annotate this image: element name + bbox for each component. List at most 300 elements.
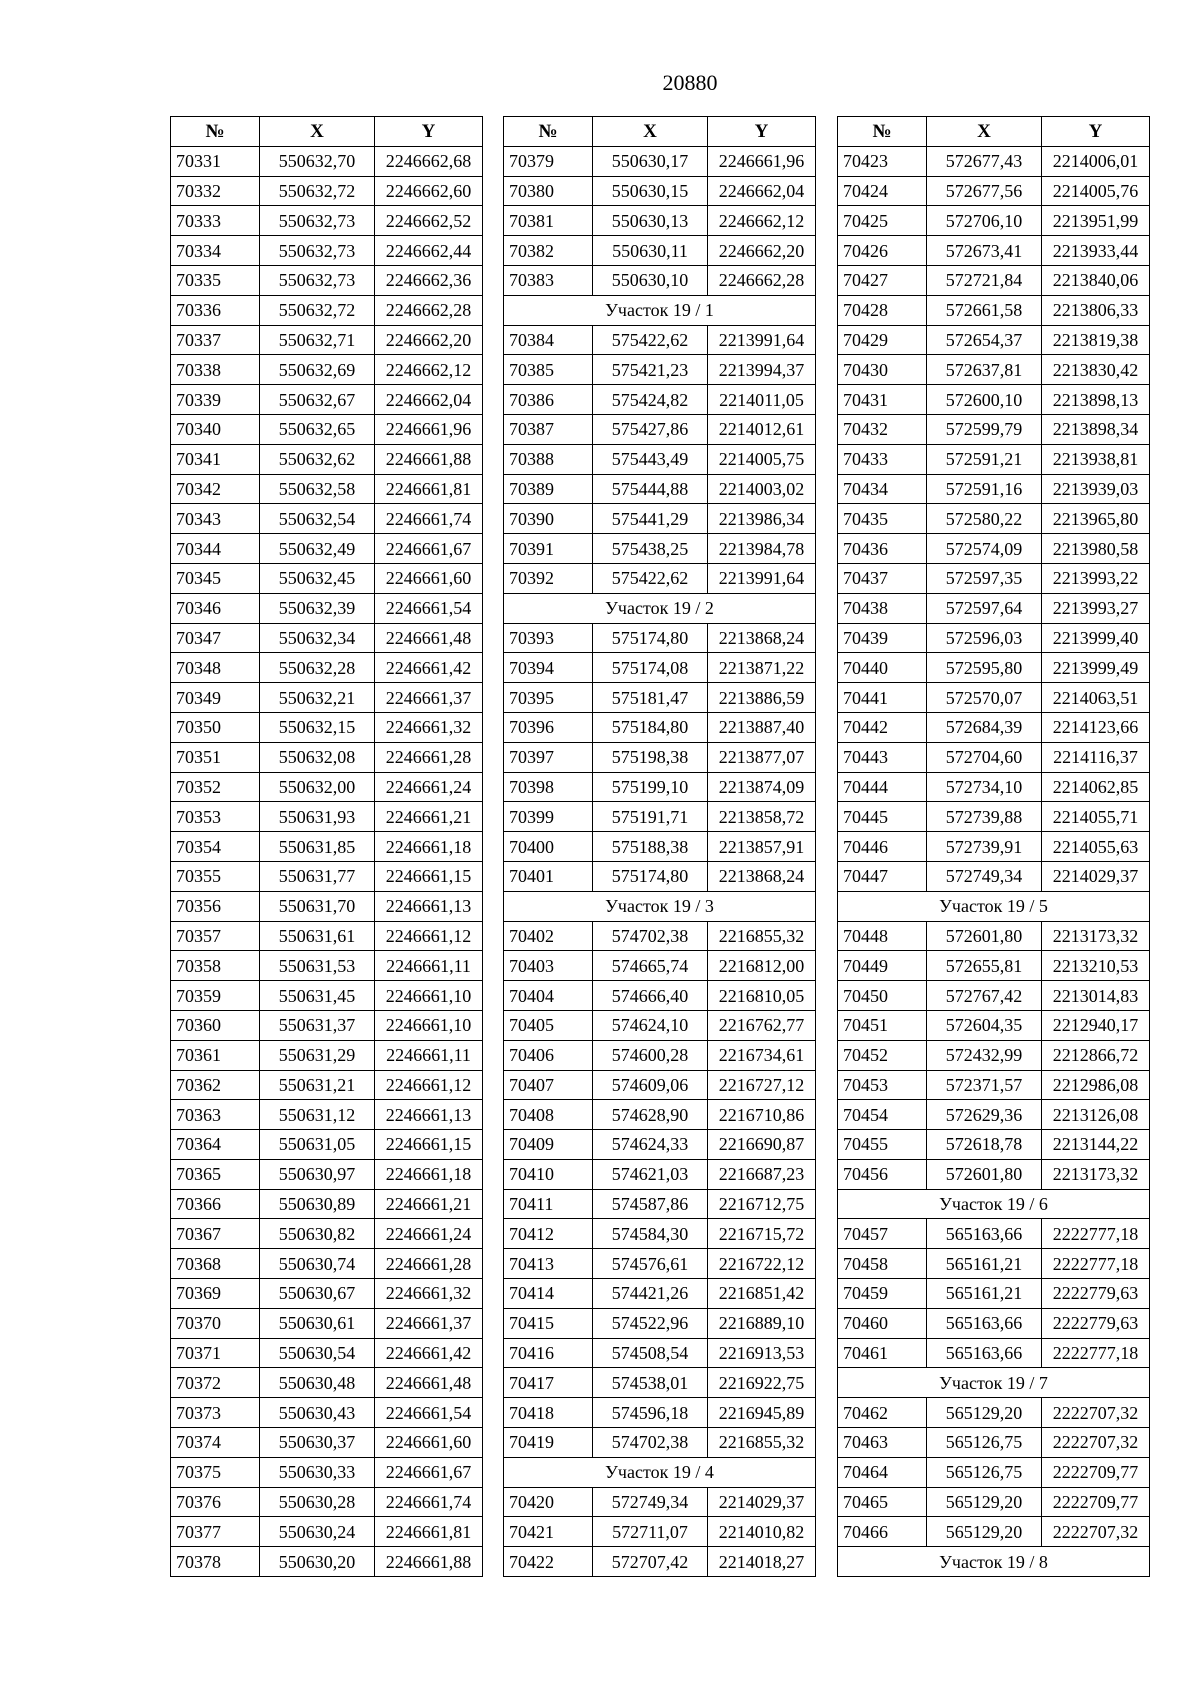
point-number-cell: 70340	[171, 414, 260, 444]
table-row	[171, 236, 483, 266]
y-coordinate-cell: 2214029,37	[708, 1487, 816, 1517]
point-number-cell: 70394	[504, 653, 593, 683]
y-coordinate-cell: 2214005,76	[1042, 176, 1150, 206]
point-number-cell: 70452	[838, 1040, 927, 1070]
y-coordinate-cell: 2246662,28	[708, 265, 816, 295]
x-coordinate-cell: 572618,78	[927, 1130, 1042, 1160]
y-coordinate-cell: 2246661,54	[375, 593, 483, 623]
x-coordinate-cell: 550630,13	[593, 206, 708, 236]
y-coordinate-cell: 2246661,37	[375, 683, 483, 713]
section-row	[504, 295, 816, 325]
table-row	[838, 712, 1150, 742]
point-number-cell: 70366	[171, 1189, 260, 1219]
point-number-cell: 70373	[171, 1398, 260, 1428]
table-row	[171, 1398, 483, 1428]
point-number-cell: 70355	[171, 861, 260, 891]
point-number-cell: 70425	[838, 206, 927, 236]
point-number-cell: 70413	[504, 1249, 593, 1279]
table-row	[504, 1428, 816, 1458]
point-number-cell: 70367	[171, 1219, 260, 1249]
y-coordinate-cell: 2216913,53	[708, 1338, 816, 1368]
point-number-cell: 70349	[171, 683, 260, 713]
x-coordinate-cell: 550632,00	[260, 772, 375, 802]
section-row	[504, 1457, 816, 1487]
x-coordinate-cell: 550631,85	[260, 832, 375, 862]
point-number-cell: 70440	[838, 653, 927, 683]
table-row	[171, 474, 483, 504]
table-row	[838, 295, 1150, 325]
x-coordinate-cell: 574596,18	[593, 1398, 708, 1428]
y-coordinate-cell: 2222779,63	[1042, 1279, 1150, 1309]
table-row	[504, 683, 816, 713]
point-number-cell: 70414	[504, 1279, 593, 1309]
point-number-cell: 70353	[171, 802, 260, 832]
y-coordinate-cell: 2246662,04	[708, 176, 816, 206]
table-row	[504, 981, 816, 1011]
x-coordinate-cell: 550630,37	[260, 1428, 375, 1458]
x-coordinate-cell: 565163,66	[927, 1338, 1042, 1368]
table-row	[838, 1100, 1150, 1130]
y-coordinate-cell: 2216710,86	[708, 1100, 816, 1130]
point-number-cell: 70466	[838, 1517, 927, 1547]
point-number-cell: 70462	[838, 1398, 927, 1428]
y-coordinate-cell: 2216762,77	[708, 1010, 816, 1040]
y-coordinate-cell: 2214011,05	[708, 385, 816, 415]
table-row	[838, 444, 1150, 474]
table-row	[838, 1010, 1150, 1040]
table-row	[504, 325, 816, 355]
y-coordinate-cell: 2213933,44	[1042, 236, 1150, 266]
x-coordinate-cell: 574621,03	[593, 1159, 708, 1189]
table-row	[171, 981, 483, 1011]
point-number-cell: 70342	[171, 474, 260, 504]
point-number-cell: 70343	[171, 504, 260, 534]
y-coordinate-cell: 2246662,28	[375, 295, 483, 325]
table-row	[838, 206, 1150, 236]
point-number-cell: 70337	[171, 325, 260, 355]
point-number-cell: 70448	[838, 921, 927, 951]
y-coordinate-cell: 2246661,48	[375, 1368, 483, 1398]
point-number-cell: 70426	[838, 236, 927, 266]
table-row	[504, 563, 816, 593]
table-row	[171, 1517, 483, 1547]
y-coordinate-cell: 2246661,12	[375, 921, 483, 951]
table-row	[838, 1159, 1150, 1189]
point-number-cell: 70331	[171, 146, 260, 176]
table-row	[838, 1249, 1150, 1279]
y-coordinate-cell: 2216734,61	[708, 1040, 816, 1070]
x-coordinate-cell: 565129,20	[927, 1398, 1042, 1428]
y-coordinate-cell: 2246662,12	[708, 206, 816, 236]
point-number-cell: 70450	[838, 981, 927, 1011]
point-number-cell: 70459	[838, 1279, 927, 1309]
section-row	[838, 1189, 1150, 1219]
y-coordinate-cell: 2222709,77	[1042, 1457, 1150, 1487]
point-number-cell: 70378	[171, 1547, 260, 1577]
section-row	[838, 1368, 1150, 1398]
y-coordinate-cell: 2246661,21	[375, 802, 483, 832]
point-number-cell: 70371	[171, 1338, 260, 1368]
point-number-cell: 70464	[838, 1457, 927, 1487]
point-number-cell: 70449	[838, 951, 927, 981]
x-coordinate-cell: 574628,90	[593, 1100, 708, 1130]
y-coordinate-cell: 2213868,24	[708, 623, 816, 653]
y-coordinate-cell: 2213898,13	[1042, 385, 1150, 415]
table-row	[171, 1338, 483, 1368]
table-row	[171, 712, 483, 742]
y-coordinate-cell: 2246661,42	[375, 1338, 483, 1368]
point-number-cell: 70453	[838, 1070, 927, 1100]
column-header-x: X	[593, 117, 708, 147]
y-coordinate-cell: 2216889,10	[708, 1308, 816, 1338]
y-coordinate-cell: 2216851,42	[708, 1279, 816, 1309]
table-row	[838, 1428, 1150, 1458]
y-coordinate-cell: 2213868,24	[708, 861, 816, 891]
y-coordinate-cell: 2213887,40	[708, 712, 816, 742]
y-coordinate-cell: 2213858,72	[708, 802, 816, 832]
y-coordinate-cell: 2246662,60	[375, 176, 483, 206]
point-number-cell: 70334	[171, 236, 260, 266]
point-number-cell: 70455	[838, 1130, 927, 1160]
table-row	[504, 1249, 816, 1279]
x-coordinate-cell: 575427,86	[593, 414, 708, 444]
y-coordinate-cell: 2246661,13	[375, 891, 483, 921]
point-number-cell: 70380	[504, 176, 593, 206]
x-coordinate-cell: 550631,61	[260, 921, 375, 951]
table-row	[171, 921, 483, 951]
table-row	[838, 1517, 1150, 1547]
y-coordinate-cell: 2213999,40	[1042, 623, 1150, 653]
table-row	[838, 683, 1150, 713]
point-number-cell: 70336	[171, 295, 260, 325]
y-coordinate-cell: 2213871,22	[708, 653, 816, 683]
table-row	[504, 1279, 816, 1309]
table-body	[171, 146, 483, 1576]
point-number-cell: 70344	[171, 534, 260, 564]
y-coordinate-cell: 2216690,87	[708, 1130, 816, 1160]
x-coordinate-cell: 565161,21	[927, 1279, 1042, 1309]
point-number-cell: 70410	[504, 1159, 593, 1189]
y-coordinate-cell: 2246661,67	[375, 1457, 483, 1487]
header-row	[838, 117, 1150, 147]
table-row	[838, 176, 1150, 206]
y-coordinate-cell: 2213806,33	[1042, 295, 1150, 325]
y-coordinate-cell: 2213840,06	[1042, 265, 1150, 295]
x-coordinate-cell: 550632,67	[260, 385, 375, 415]
point-number-cell: 70423	[838, 146, 927, 176]
point-number-cell: 70348	[171, 653, 260, 683]
table-row	[504, 265, 816, 295]
x-coordinate-cell: 550630,17	[593, 146, 708, 176]
y-coordinate-cell: 2246661,24	[375, 1219, 483, 1249]
y-coordinate-cell: 2214006,01	[1042, 146, 1150, 176]
x-coordinate-cell: 575441,29	[593, 504, 708, 534]
point-number-cell: 70365	[171, 1159, 260, 1189]
x-coordinate-cell: 575444,88	[593, 474, 708, 504]
table-row	[171, 1040, 483, 1070]
point-number-cell: 70460	[838, 1308, 927, 1338]
point-number-cell: 70434	[838, 474, 927, 504]
point-number-cell: 70399	[504, 802, 593, 832]
table-row	[504, 1070, 816, 1100]
y-coordinate-cell: 2246662,20	[708, 236, 816, 266]
y-coordinate-cell: 2246661,81	[375, 474, 483, 504]
x-coordinate-cell: 572574,09	[927, 534, 1042, 564]
x-coordinate-cell: 565129,20	[927, 1517, 1042, 1547]
y-coordinate-cell: 2213951,99	[1042, 206, 1150, 236]
point-number-cell: 70421	[504, 1517, 593, 1547]
coordinates-table-3	[837, 116, 1150, 1577]
table-row	[504, 1219, 816, 1249]
table-row	[504, 1547, 816, 1577]
y-coordinate-cell: 2246661,48	[375, 623, 483, 653]
point-number-cell: 70439	[838, 623, 927, 653]
y-coordinate-cell: 2212986,08	[1042, 1070, 1150, 1100]
table-row	[171, 325, 483, 355]
table-row	[504, 1398, 816, 1428]
x-coordinate-cell: 550631,77	[260, 861, 375, 891]
y-coordinate-cell: 2213994,37	[708, 355, 816, 385]
point-number-cell: 70463	[838, 1428, 927, 1458]
point-number-cell: 70374	[171, 1428, 260, 1458]
table-row	[171, 1457, 483, 1487]
x-coordinate-cell: 550632,73	[260, 265, 375, 295]
point-number-cell: 70345	[171, 563, 260, 593]
x-coordinate-cell: 572597,64	[927, 593, 1042, 623]
point-number-cell: 70370	[171, 1308, 260, 1338]
y-coordinate-cell: 2222777,18	[1042, 1249, 1150, 1279]
x-coordinate-cell: 550630,67	[260, 1279, 375, 1309]
table-row	[504, 1159, 816, 1189]
x-coordinate-cell: 550632,71	[260, 325, 375, 355]
point-number-cell: 70376	[171, 1487, 260, 1517]
y-coordinate-cell: 2246662,20	[375, 325, 483, 355]
point-number-cell: 70458	[838, 1249, 927, 1279]
x-coordinate-cell: 565129,20	[927, 1487, 1042, 1517]
point-number-cell: 70386	[504, 385, 593, 415]
y-coordinate-cell: 2214116,37	[1042, 742, 1150, 772]
point-number-cell: 70430	[838, 355, 927, 385]
table-row	[504, 1130, 816, 1160]
section-label: Участок 19 / 3	[504, 891, 816, 921]
x-coordinate-cell: 572600,10	[927, 385, 1042, 415]
x-coordinate-cell: 572591,21	[927, 444, 1042, 474]
y-coordinate-cell: 2214063,51	[1042, 683, 1150, 713]
x-coordinate-cell: 550630,54	[260, 1338, 375, 1368]
table-row	[838, 1279, 1150, 1309]
y-coordinate-cell: 2246661,42	[375, 653, 483, 683]
x-coordinate-cell: 572655,81	[927, 951, 1042, 981]
x-coordinate-cell: 550632,28	[260, 653, 375, 683]
point-number-cell: 70441	[838, 683, 927, 713]
point-number-cell: 70437	[838, 563, 927, 593]
point-number-cell: 70402	[504, 921, 593, 951]
y-coordinate-cell: 2214029,37	[1042, 861, 1150, 891]
x-coordinate-cell: 572673,41	[927, 236, 1042, 266]
table-row	[171, 206, 483, 236]
table-row	[504, 1338, 816, 1368]
table-row	[504, 712, 816, 742]
point-number-cell: 70350	[171, 712, 260, 742]
y-coordinate-cell: 2246662,44	[375, 236, 483, 266]
point-number-cell: 70412	[504, 1219, 593, 1249]
y-coordinate-cell: 2213874,09	[708, 772, 816, 802]
y-coordinate-cell: 2213144,22	[1042, 1130, 1150, 1160]
x-coordinate-cell: 550631,37	[260, 1010, 375, 1040]
table-row	[171, 1249, 483, 1279]
table-row	[504, 236, 816, 266]
table-row	[171, 1100, 483, 1130]
x-coordinate-cell: 550632,65	[260, 414, 375, 444]
table-row	[504, 921, 816, 951]
y-coordinate-cell: 2214055,71	[1042, 802, 1150, 832]
x-coordinate-cell: 572580,22	[927, 504, 1042, 534]
table-row	[171, 355, 483, 385]
y-coordinate-cell: 2246661,24	[375, 772, 483, 802]
x-coordinate-cell: 572596,03	[927, 623, 1042, 653]
y-coordinate-cell: 2213210,53	[1042, 951, 1150, 981]
x-coordinate-cell: 575424,82	[593, 385, 708, 415]
table-row	[171, 951, 483, 981]
y-coordinate-cell: 2214055,63	[1042, 832, 1150, 862]
table-row	[504, 1308, 816, 1338]
y-coordinate-cell: 2246661,96	[708, 146, 816, 176]
point-number-cell: 70385	[504, 355, 593, 385]
table-row	[504, 444, 816, 474]
x-coordinate-cell: 575199,10	[593, 772, 708, 802]
point-number-cell: 70403	[504, 951, 593, 981]
y-coordinate-cell: 2246661,54	[375, 1398, 483, 1428]
table-row	[504, 146, 816, 176]
y-coordinate-cell: 2246662,68	[375, 146, 483, 176]
x-coordinate-cell: 572734,10	[927, 772, 1042, 802]
section-row	[504, 891, 816, 921]
point-number-cell: 70375	[171, 1457, 260, 1487]
point-number-cell: 70391	[504, 534, 593, 564]
x-coordinate-cell: 550632,49	[260, 534, 375, 564]
table-row	[171, 772, 483, 802]
y-coordinate-cell: 2213857,91	[708, 832, 816, 862]
y-coordinate-cell: 2246662,36	[375, 265, 483, 295]
point-number-cell: 70388	[504, 444, 593, 474]
table-row	[171, 623, 483, 653]
point-number-cell: 70358	[171, 951, 260, 981]
point-number-cell: 70377	[171, 1517, 260, 1547]
y-coordinate-cell: 2246661,18	[375, 1159, 483, 1189]
table-row	[838, 325, 1150, 355]
table-row	[838, 623, 1150, 653]
table-row	[838, 861, 1150, 891]
x-coordinate-cell: 575174,08	[593, 653, 708, 683]
point-number-cell: 70409	[504, 1130, 593, 1160]
table-row	[171, 1219, 483, 1249]
y-coordinate-cell: 2214010,82	[708, 1517, 816, 1547]
column-header-y: Y	[1042, 117, 1150, 147]
x-coordinate-cell: 550632,58	[260, 474, 375, 504]
table-row	[838, 772, 1150, 802]
y-coordinate-cell: 2246661,96	[375, 414, 483, 444]
x-coordinate-cell: 550630,10	[593, 265, 708, 295]
y-coordinate-cell: 2246661,81	[375, 1517, 483, 1547]
table-row	[838, 981, 1150, 1011]
x-coordinate-cell: 572707,42	[593, 1547, 708, 1577]
y-coordinate-cell: 2246661,12	[375, 1070, 483, 1100]
y-coordinate-cell: 2246661,21	[375, 1189, 483, 1219]
table-row	[171, 683, 483, 713]
table-row	[171, 1279, 483, 1309]
section-row	[838, 1547, 1150, 1577]
y-coordinate-cell: 2222707,32	[1042, 1428, 1150, 1458]
x-coordinate-cell: 572654,37	[927, 325, 1042, 355]
point-number-cell: 70417	[504, 1368, 593, 1398]
point-number-cell: 70428	[838, 295, 927, 325]
x-coordinate-cell: 550632,54	[260, 504, 375, 534]
point-number-cell: 70346	[171, 593, 260, 623]
y-coordinate-cell: 2246662,52	[375, 206, 483, 236]
y-coordinate-cell: 2214005,75	[708, 444, 816, 474]
y-coordinate-cell: 2246661,11	[375, 1040, 483, 1070]
table-row	[838, 236, 1150, 266]
table-row	[504, 414, 816, 444]
y-coordinate-cell: 2214018,27	[708, 1547, 816, 1577]
point-number-cell: 70444	[838, 772, 927, 802]
point-number-cell: 70443	[838, 742, 927, 772]
x-coordinate-cell: 550632,72	[260, 176, 375, 206]
y-coordinate-cell: 2214062,85	[1042, 772, 1150, 802]
column-header-x: X	[927, 117, 1042, 147]
section-label: Участок 19 / 2	[504, 593, 816, 623]
point-number-cell: 70407	[504, 1070, 593, 1100]
x-coordinate-cell: 550630,28	[260, 1487, 375, 1517]
x-coordinate-cell: 550630,97	[260, 1159, 375, 1189]
point-number-cell: 70393	[504, 623, 593, 653]
point-number-cell: 70357	[171, 921, 260, 951]
table-row	[171, 444, 483, 474]
x-coordinate-cell: 572684,39	[927, 712, 1042, 742]
y-coordinate-cell: 2246662,04	[375, 385, 483, 415]
y-coordinate-cell: 2213014,83	[1042, 981, 1150, 1011]
y-coordinate-cell: 2216855,32	[708, 1428, 816, 1458]
y-coordinate-cell: 2222707,32	[1042, 1398, 1150, 1428]
x-coordinate-cell: 565126,75	[927, 1428, 1042, 1458]
point-number-cell: 70356	[171, 891, 260, 921]
x-coordinate-cell: 572595,80	[927, 653, 1042, 683]
x-coordinate-cell: 550632,69	[260, 355, 375, 385]
table-row	[171, 176, 483, 206]
table-row	[171, 861, 483, 891]
y-coordinate-cell: 2246661,10	[375, 1010, 483, 1040]
x-coordinate-cell: 550632,39	[260, 593, 375, 623]
y-coordinate-cell: 2216727,12	[708, 1070, 816, 1100]
point-number-cell: 70354	[171, 832, 260, 862]
table-body	[838, 146, 1150, 1576]
x-coordinate-cell: 550632,72	[260, 295, 375, 325]
table-row	[838, 921, 1150, 951]
y-coordinate-cell: 2216722,12	[708, 1249, 816, 1279]
x-coordinate-cell: 550631,29	[260, 1040, 375, 1070]
table-row	[504, 534, 816, 564]
point-number-cell: 70457	[838, 1219, 927, 1249]
x-coordinate-cell: 572570,07	[927, 683, 1042, 713]
point-number-cell: 70364	[171, 1130, 260, 1160]
x-coordinate-cell: 572677,43	[927, 146, 1042, 176]
section-label: Участок 19 / 7	[838, 1368, 1150, 1398]
table-row	[171, 1547, 483, 1577]
x-coordinate-cell: 565161,21	[927, 1249, 1042, 1279]
table-row	[171, 414, 483, 444]
point-number-cell: 70339	[171, 385, 260, 415]
table-row	[838, 265, 1150, 295]
